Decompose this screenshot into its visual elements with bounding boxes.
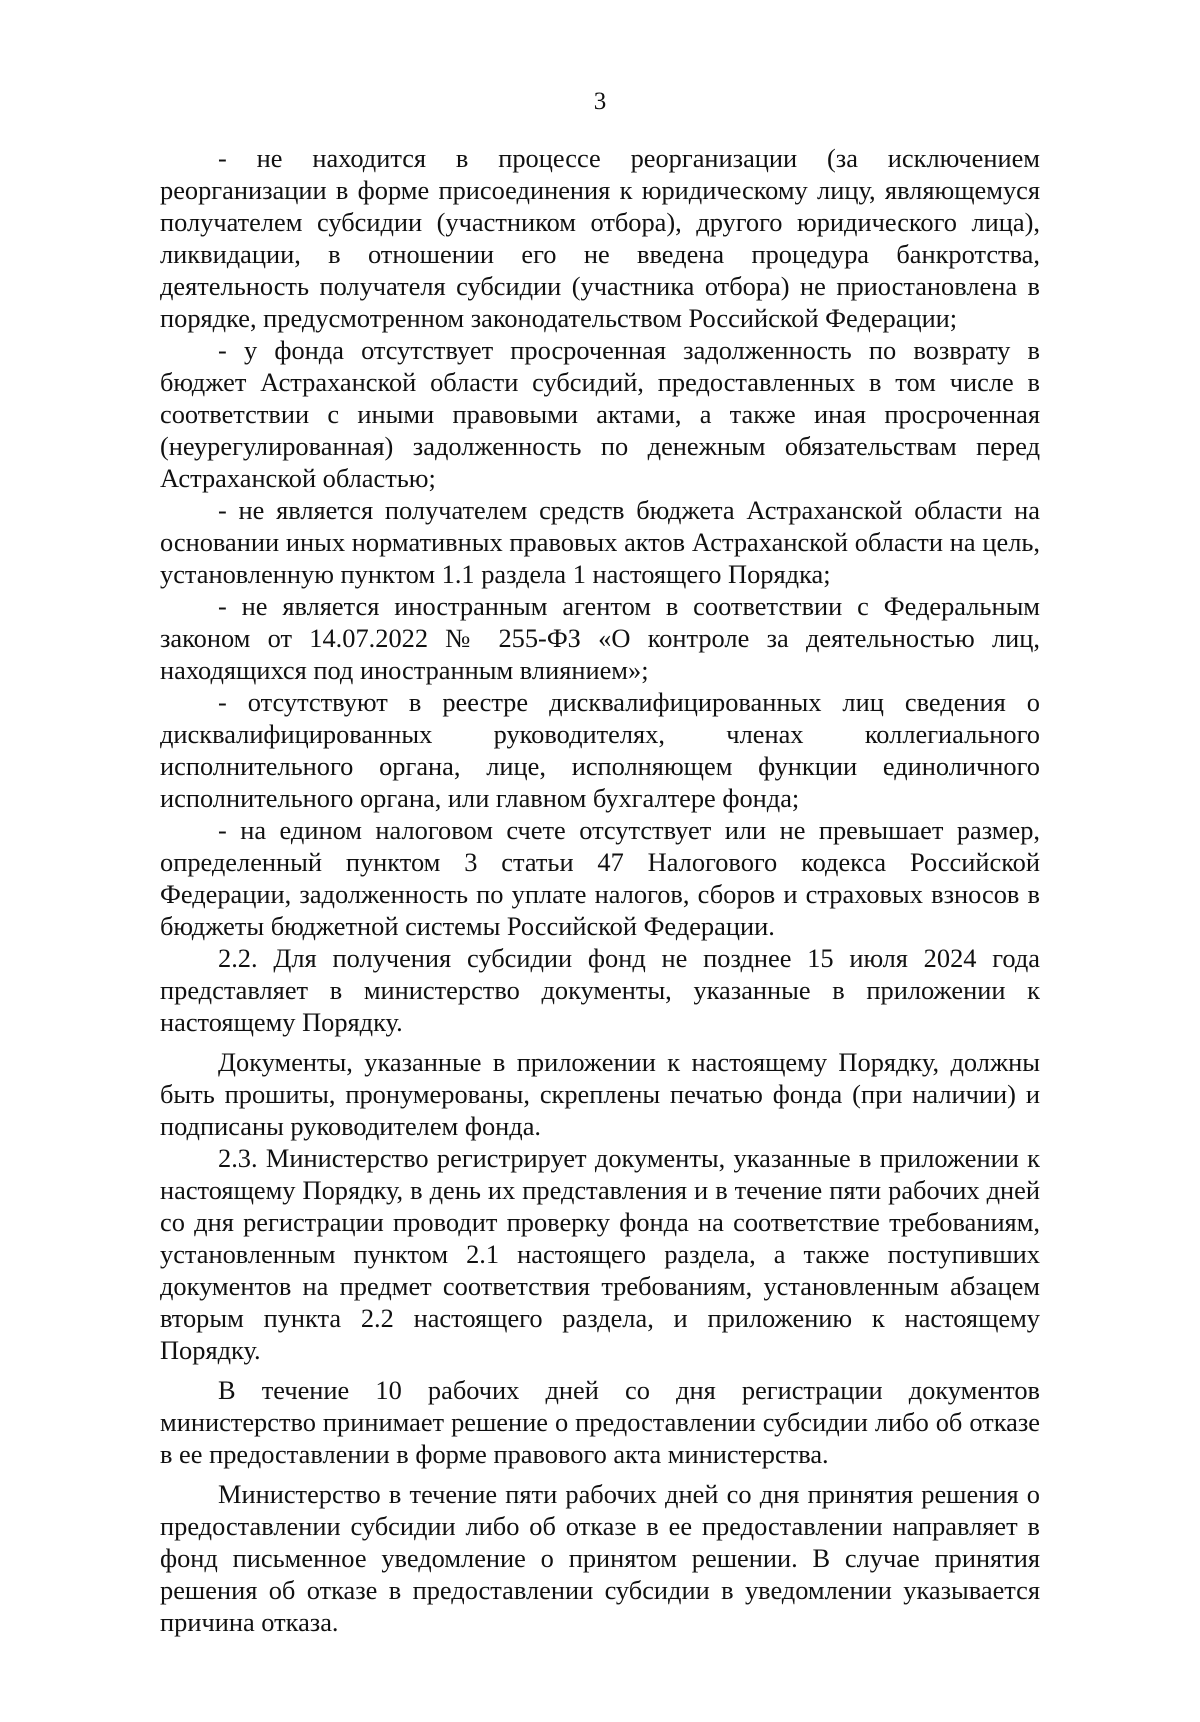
paragraph-no-disqualified: - отсутствуют в реестре дисквалифицированных лиц сведения о дисквалифицированных руководителях, членах коллегиального исполнительного органа, лице, исполняющем функции единоличного исполнительного органа, или главном бухгалтере фонда;	[160, 687, 1040, 813]
paragraph-reorganization: - не находится в процессе реорганизации (за исключением реорганизации в форме присоединения к юридическому лицу, являющемуся получателем субсидии (участником отбора), другого юридического лица), ликвидации, в отношении его не введена процедура банкротства, деятельность получателя субсидии (участника отбора) не приостановлена в порядке, предусмотренном законодательством Российской Федерации;	[160, 143, 1040, 333]
paragraph-notification: Министерство в течение пяти рабочих дней со дня принятия решения о предоставлении субсидии либо об отказе в ее предоставлении направляет в фонд письменное уведомление о принятом решении. В случае принятия решения об отказе в предоставлении субсидии в уведомлении указывается причина отказа.	[160, 1479, 1040, 1637]
paragraph-section-2-2: 2.2. Для получения субсидии фонд не позднее 15 июля 2024 года представляет в министерство документы, указанные в приложении к настоящему Порядку.	[160, 943, 1040, 1037]
page-number: 3	[593, 88, 607, 115]
paragraph-tax-account: - на едином налоговом счете отсутствует или не превышает размер, определенный пунктом 3 статьи 47 Налогового кодекса Российской Федерации, задолженность по уплате налогов, сборов и страховых взносов в бюджеты бюджетной системы Российской Федерации.	[160, 815, 1040, 941]
paragraph-section-2-3: 2.3. Министерство регистрирует документы, указанные в приложении к настоящему Порядку, в день их представления и в течение пяти рабочих дней со дня регистрации проводит проверку фонда на соответствие требованиям, установленным пунктом 2.1 настоящего раздела, а также поступивших документов на предмет соответствия требованиям, установленным абзацем вторым пункта 2.2 настоящего раздела, и приложению к настоящему Порядку.	[160, 1143, 1040, 1365]
paragraph-no-overdue-debt: - у фонда отсутствует просроченная задолженность по возврату в бюджет Астраханской области субсидий, предоставленных в том числе в соответствии с иными правовыми актами, а также иная просроченная (неурегулированная) задолженность по денежным обязательствам перед Астраханской областью;	[160, 335, 1040, 493]
paragraph-not-budget-recipient: - не является получателем средств бюджета Астраханской области на основании иных нормативных правовых актов Астраханской области на цель, установленную пунктом 1.1 раздела 1 настоящего Порядка;	[160, 495, 1040, 589]
paragraph-documents-requirements: Документы, указанные в приложении к настоящему Порядку, должны быть прошиты, пронумерованы, скреплены печатью фонда (при наличии) и подписаны руководителем фонда.	[160, 1047, 1040, 1141]
document-body	[160, 142, 1040, 1638]
paragraph-decision-term: В течение 10 рабочих дней со дня регистрации документов министерство принимает решение о предоставлении субсидии либо об отказе в ее предоставлении в форме правового акта министерства.	[160, 1375, 1040, 1469]
paragraph-not-foreign-agent: - не является иностранным агентом в соответствии с Федеральным законом от 14.07.2022 № 255-ФЗ «О контроле за деятельностью лиц, находящихся под иностранным влиянием»;	[160, 591, 1040, 685]
